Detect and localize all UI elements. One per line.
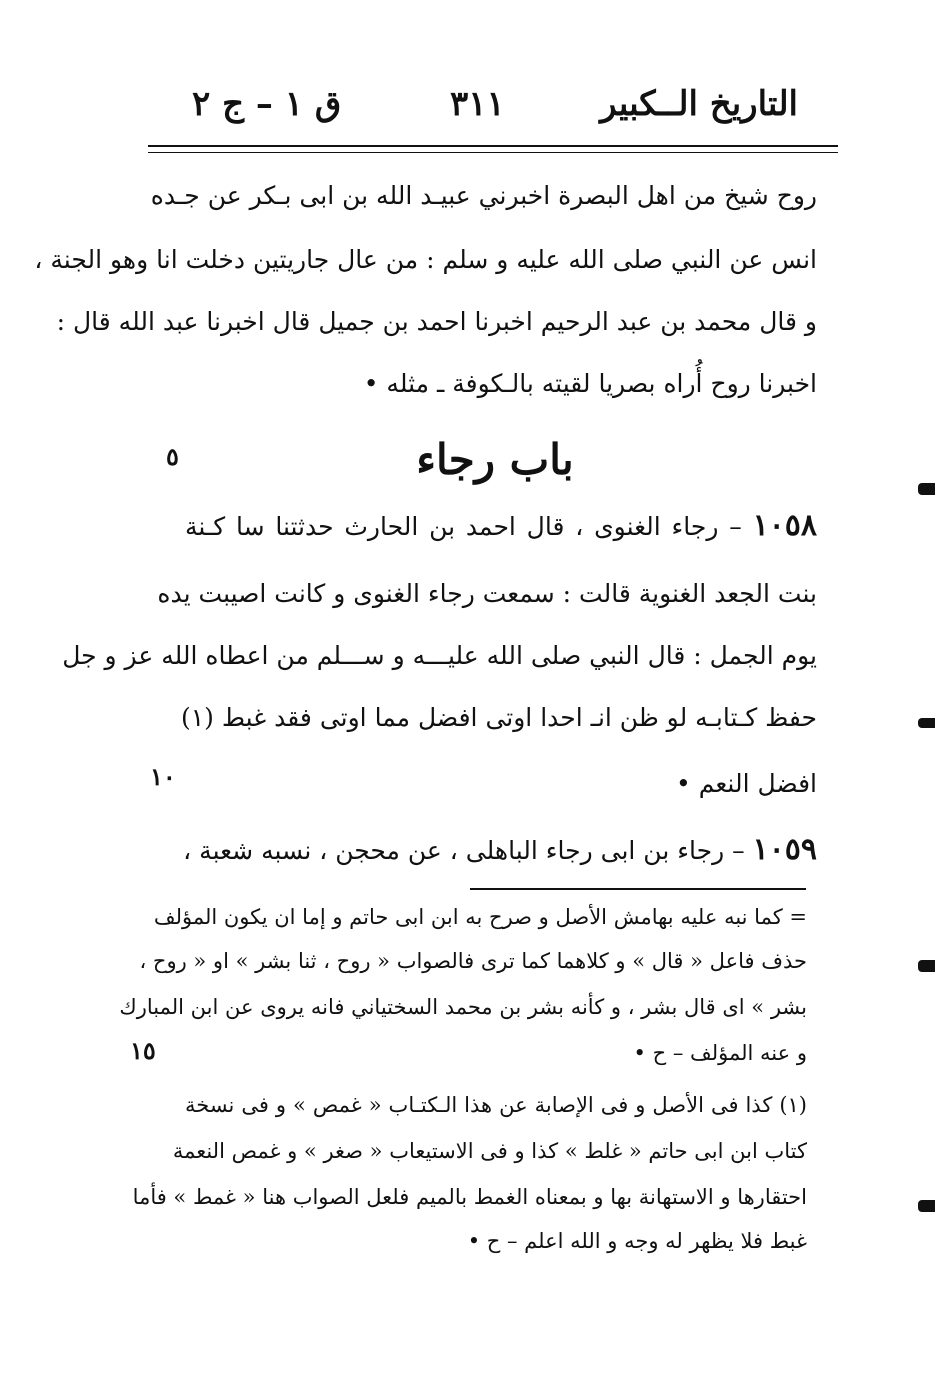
edge-mark — [918, 960, 935, 972]
footnote-line: احتقارها و الاستهانة بها و بمعناه الغمط بالميم فلعل الصواب هنا « غمط » فأما — [132, 1185, 807, 1209]
entry-number: ١٠٥٨ — [752, 508, 818, 543]
text-line: افضل النعم • — [676, 769, 817, 798]
text-line: حفظ كـتابـه لو ظن انـ احدا اوتى افضل مما اوتى فقد غبط (١) — [180, 703, 817, 732]
footnote-line: و عنه المؤلف – ح • — [633, 1041, 807, 1065]
entry-first-line — [185, 830, 817, 871]
footnote-line: كتاب ابن ابى حاتم « غلط » كذا و فى الاستيعاب « صغر » و غمص النعمة — [172, 1139, 807, 1163]
header-rule-thin — [148, 152, 838, 153]
header-rule-thick — [148, 145, 838, 147]
line-number-margin: ١٠ — [150, 762, 176, 791]
entry-first-line — [185, 506, 817, 547]
footnote-separator — [470, 888, 806, 890]
volume-reference: ق ١ – ج ٢ — [192, 84, 342, 124]
text-line: و قال محمد بن عبد الرحيم اخبرنا احمد بن جميل قال اخبرنا عبد الله قال : — [56, 307, 817, 336]
page-number: ٣١١ — [450, 84, 505, 124]
edge-mark — [918, 718, 935, 728]
page-header — [150, 84, 840, 134]
text-line: اخبرنا روح أُراه بصريا لقيته بالـكوفة ـ مثله • — [363, 369, 817, 398]
running-title: التاريخ الــكبير — [600, 84, 798, 124]
footnote-line: حذف فاعل « قال » و كلاهما كما ترى فالصواب « روح ، ثنا بشر » او « روح ، — [139, 949, 807, 973]
entry-number: ١٠٥٩ — [752, 832, 817, 867]
text-line: يوم الجمل : قال النبي صلى الله عليـــه و ســـلم من اعطاه الله عز و جل — [62, 641, 817, 670]
edge-mark — [918, 1200, 935, 1212]
footnote-line: = كما نبه عليه بهامش الأصل و صرح به ابن ابى حاتم و إما ان يكون المؤلف — [153, 905, 807, 929]
section-heading: باب رجاء — [416, 435, 574, 484]
footnote-line: (١) كذا فى الأصل و فى الإصابة عن هذا الـكتـاب « غمص » و فى نسخة — [185, 1093, 807, 1117]
line-number-margin: ٥ — [166, 442, 179, 471]
line-number-margin: ١٥ — [130, 1036, 156, 1065]
entry-text: – رجاء الغنوى ، قال احمد بن الحارث حدثتنا سا كـنة — [185, 512, 742, 541]
footnote-line: بشر » اى قال بشر ، و كأنه بشر بن محمد السختياني فانه يروى عن ابن المبارك — [119, 995, 807, 1019]
text-line: انس عن النبي صلى الله عليه و سلم : من عال جاريتين دخلت انا وهو الجنة ، — [34, 245, 817, 274]
text-line: بنت الجعد الغنوية قالت : سمعت رجاء الغنوى و كانت اصيبت يده — [157, 579, 817, 608]
footnote-line: غبط فلا يظهر له وجه و الله اعلم – ح • — [467, 1229, 807, 1253]
edge-mark — [918, 483, 935, 495]
text-line: روح شيخ من اهل البصرة اخبرني عبيـد الله بن ابى بـكر عن جـده — [150, 181, 817, 210]
entry-text: – رجاء بن ابى رجاء الباهلى ، عن محجن ، نسبه شعبة ، — [183, 836, 745, 865]
